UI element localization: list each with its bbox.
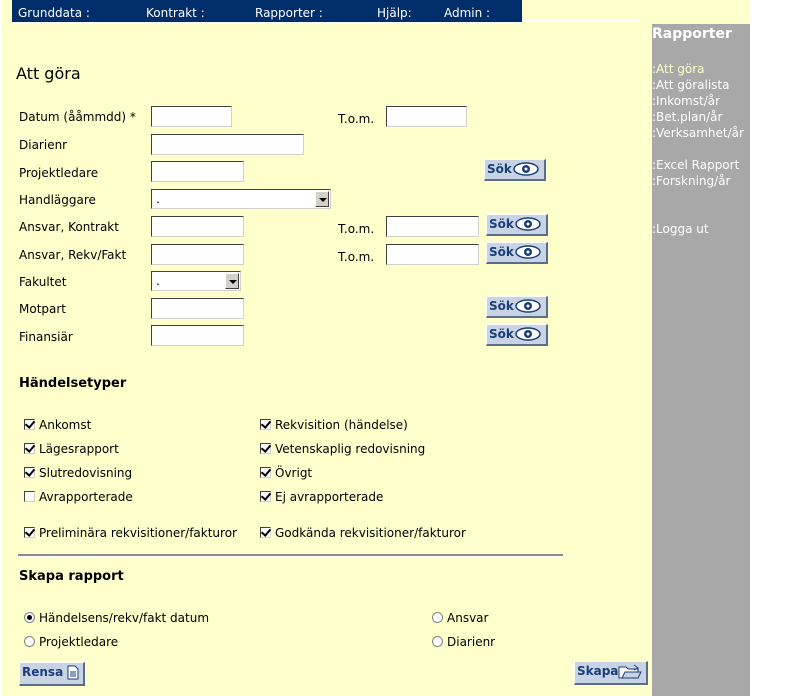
sidebar-item-verksamhet[interactable]: :Verksamhet/år <box>652 126 744 140</box>
right-margin <box>750 0 788 696</box>
menu-kontrakt[interactable]: Kontrakt : <box>146 6 205 20</box>
checkbox-avrapporterade-label: Avrapporterade <box>39 490 133 504</box>
sok-label: Sök <box>489 245 514 259</box>
checkbox-ej-avrapporterade-label: Ej avrapporterade <box>275 490 384 504</box>
handlaggare-label: Handläggare <box>19 193 96 207</box>
motpart-sok-button[interactable] <box>486 296 548 318</box>
checkbox-vetenskaplig[interactable] <box>260 443 271 454</box>
projektledare-sok-button[interactable] <box>484 159 546 181</box>
checkbox-preliminara-label: Preliminära rekvisitioner/fakturor <box>39 526 237 540</box>
checkbox-vetenskaplig-label: Vetenskaplig redovisning <box>275 442 426 456</box>
sok-label: Sök <box>489 217 514 231</box>
checkbox-lagesrapport-label: Lägesrapport <box>39 442 119 456</box>
checkbox-ovrigt-label: Övrigt <box>275 466 313 480</box>
checkbox-rekvisition[interactable] <box>260 419 271 430</box>
eye-icon <box>512 162 540 176</box>
sidebar-item-logga-ut[interactable]: :Logga ut <box>652 222 709 236</box>
menu-admin[interactable]: Admin : <box>444 6 491 20</box>
checkbox-godkanda-label: Godkända rekvisitioner/fakturor <box>275 526 466 540</box>
menu-hjalp[interactable]: Hjälp: <box>377 6 412 20</box>
checkbox-ankomst[interactable] <box>24 419 35 430</box>
eye-icon <box>514 327 542 341</box>
ansvar-rekv-sok-button[interactable] <box>486 242 548 264</box>
motpart-input[interactable] <box>151 298 244 319</box>
sok-label: Sök <box>489 299 514 313</box>
ansvar-kontrakt-tom-label: T.o.m. <box>338 222 375 236</box>
checkbox-rekvisition-label: Rekvisition (händelse) <box>275 418 408 432</box>
left-border <box>0 0 2 696</box>
checkbox-godkanda[interactable] <box>260 527 271 538</box>
rensa-label: Rensa <box>22 665 64 679</box>
radio-diarienr[interactable] <box>432 636 443 647</box>
projektledare-input[interactable] <box>151 161 244 182</box>
diarienr-input[interactable] <box>151 134 304 155</box>
document-icon <box>67 665 79 680</box>
chevron-down-icon[interactable] <box>225 273 239 289</box>
sidebar-item-betplan[interactable]: :Bet.plan/år <box>652 110 723 124</box>
ansvar-kontrakt-input[interactable] <box>151 216 244 237</box>
checkbox-lagesrapport[interactable] <box>24 443 35 454</box>
finansiar-input[interactable] <box>151 325 244 346</box>
skapa-label: Skapa <box>577 664 619 678</box>
sidebar-item-att-goralista[interactable]: :Att göralista <box>652 78 730 92</box>
page-title: Att göra <box>16 64 81 83</box>
skapa-button[interactable] <box>574 661 648 685</box>
report-heading: Skapa rapport <box>19 569 124 584</box>
ansvar-kontrakt-tom-input[interactable] <box>386 216 479 237</box>
sidebar-title: Rapporter <box>652 26 732 42</box>
ansvar-kontrakt-label: Ansvar, Kontrakt <box>19 220 119 234</box>
sidebar-item-forskning[interactable]: :Forskning/år <box>652 174 731 188</box>
open-folder-icon <box>618 664 642 679</box>
finansiar-sok-button[interactable] <box>486 324 548 346</box>
sidebar-item-att-gora[interactable]: :Att göra <box>652 62 705 76</box>
sok-label: Sök <box>489 327 514 341</box>
eye-icon <box>514 299 542 313</box>
fakultet-value: . <box>156 274 160 288</box>
radio-handelsens-datum[interactable] <box>24 612 35 623</box>
ansvar-kontrakt-sok-button[interactable] <box>486 214 548 236</box>
checkbox-slutredovisning[interactable] <box>24 467 35 478</box>
checkbox-avrapporterade[interactable] <box>24 491 35 502</box>
ansvar-rekv-tom-label: T.o.m. <box>338 250 375 264</box>
sidebar <box>652 24 750 696</box>
sidebar-item-inkomst[interactable]: :Inkomst/år <box>652 94 721 108</box>
radio-ansvar-label: Ansvar <box>447 611 489 625</box>
checkbox-ankomst-label: Ankomst <box>39 418 92 432</box>
fakultet-label: Fakultet <box>19 275 67 289</box>
datum-tom-input[interactable] <box>386 106 467 127</box>
radio-ansvar[interactable] <box>432 612 443 623</box>
checkbox-ovrigt[interactable] <box>260 467 271 478</box>
sok-label: Sök <box>487 162 512 176</box>
radio-handelsens-datum-label: Händelsens/rekv/fakt datum <box>39 611 210 625</box>
fakultet-select[interactable] <box>151 271 241 291</box>
events-heading: Händelsetyper <box>19 376 127 391</box>
chevron-down-icon[interactable] <box>315 191 329 207</box>
menu-grunddata[interactable]: Grunddata : <box>18 6 90 20</box>
motpart-label: Motpart <box>19 302 67 316</box>
radio-projektledare-label: Projektledare <box>39 635 119 649</box>
diarienr-label: Diarienr <box>19 138 68 152</box>
eye-icon <box>514 245 542 259</box>
checkbox-ej-avrapporterade[interactable] <box>260 491 271 502</box>
handlaggare-select[interactable] <box>151 189 331 209</box>
ansvar-rekv-tom-input[interactable] <box>386 244 479 265</box>
checkbox-slutredovisning-label: Slutredovisning <box>39 466 133 480</box>
eye-icon <box>514 217 542 231</box>
menu-rapporter[interactable]: Rapporter : <box>255 6 323 20</box>
finansiar-label: Finansiär <box>19 330 73 344</box>
top-divider <box>522 20 640 22</box>
handlaggare-value: . <box>156 192 160 206</box>
radio-projektledare[interactable] <box>24 636 35 647</box>
radio-diarienr-label: Diarienr <box>447 635 496 649</box>
checkbox-preliminara[interactable] <box>24 527 35 538</box>
sidebar-item-excel-rapport[interactable]: :Excel Rapport <box>652 158 740 172</box>
top-menu-bar <box>12 0 522 24</box>
datum-from-input[interactable] <box>151 106 232 127</box>
projektledare-label: Projektledare <box>19 166 99 180</box>
datum-tom-label: T.o.m. <box>338 112 375 126</box>
section-divider <box>18 554 563 557</box>
datum-label: Datum (ååmmdd) * <box>19 110 136 124</box>
ansvar-rekv-label: Ansvar, Rekv/Fakt <box>19 248 127 262</box>
ansvar-rekv-input[interactable] <box>151 244 244 265</box>
rensa-button[interactable] <box>19 662 85 686</box>
